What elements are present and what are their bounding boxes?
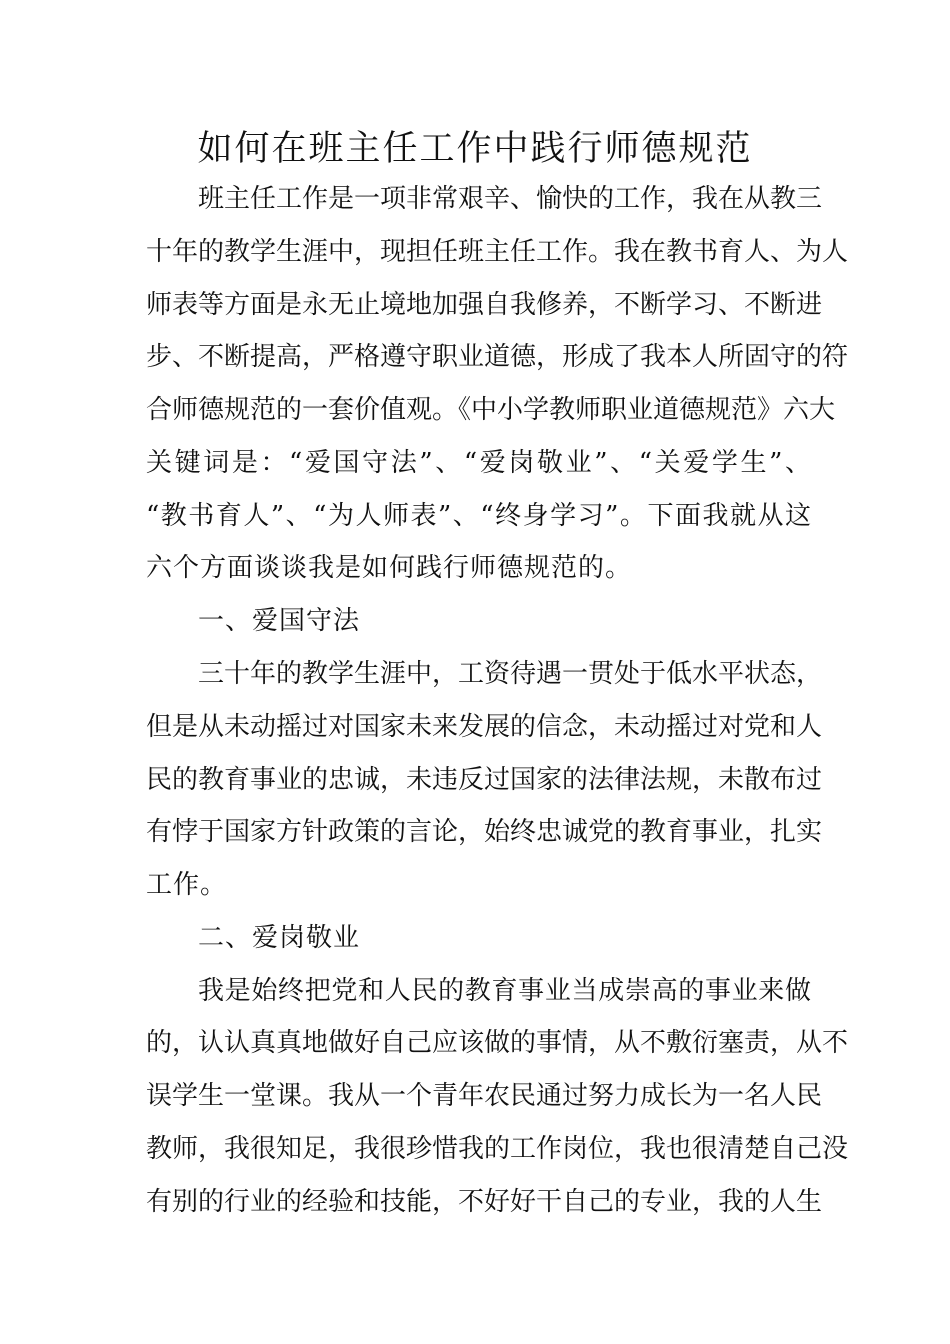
paragraph-line: 班主任工作是一项非常艰辛、愉快的工作，我在从教三 — [198, 184, 823, 214]
paragraph-line: 合师德规范的一套价值观。《中小学教师职业道德规范》六大 — [146, 395, 836, 425]
paragraph-line: 十年的教学生涯中，现担任班主任工作。我在教书育人、为人 — [146, 237, 849, 267]
paragraph-line: 教师，我很知足，我很珍惜我的工作岗位，我也很清楚自己没 — [146, 1134, 849, 1164]
paragraph-line: 三十年的教学生涯中，工资待遇一贯处于低水平状态， — [198, 659, 823, 689]
document-title: 如何在班主任工作中践行师德规范 — [197, 129, 753, 169]
paragraph-line: 师表等方面是永无止境地加强自我修养，不断学习、不断进 — [146, 290, 823, 320]
paragraph-line: 有别的行业的经验和技能，不好好干自己的专业，我的人生 — [146, 1187, 823, 1217]
paragraph-line: 关键词是：“爱国守法”、“爱岗敬业”、“关爱学生”、 — [146, 448, 811, 478]
paragraph-line: 的，认认真真地做好自己应该做的事情，从不敷衍塞责，从不 — [146, 1028, 849, 1058]
paragraph-line: 但是从未动摇过对国家未来发展的信念，未动摇过对党和人 — [146, 712, 823, 742]
paragraph-line: 误学生一堂课。我从一个青年农民通过努力成长为一名人民 — [146, 1081, 823, 1111]
paragraph-line: 有悖于国家方针政策的言论，始终忠诚党的教育事业，扎实 — [146, 817, 823, 847]
paragraph-line: 工作。 — [146, 870, 228, 900]
paragraph-line: 我是始终把党和人民的教育事业当成崇高的事业来做 — [198, 976, 811, 1006]
section-heading: 一、爱国守法 — [198, 606, 361, 636]
section-heading: 二、爱岗敬业 — [198, 923, 361, 953]
paragraph-line: “教书育人”、“为人师表”、“终身学习”。下面我就从这 — [146, 501, 811, 531]
paragraph-line: 步、不断提高，严格遵守职业道德，形成了我本人所固守的符 — [146, 342, 849, 372]
paragraph-line: 民的教育事业的忠诚，未违反过国家的法律法规，未散布过 — [146, 765, 823, 795]
paragraph-line: 六个方面谈谈我是如何践行师德规范的。 — [146, 553, 633, 583]
